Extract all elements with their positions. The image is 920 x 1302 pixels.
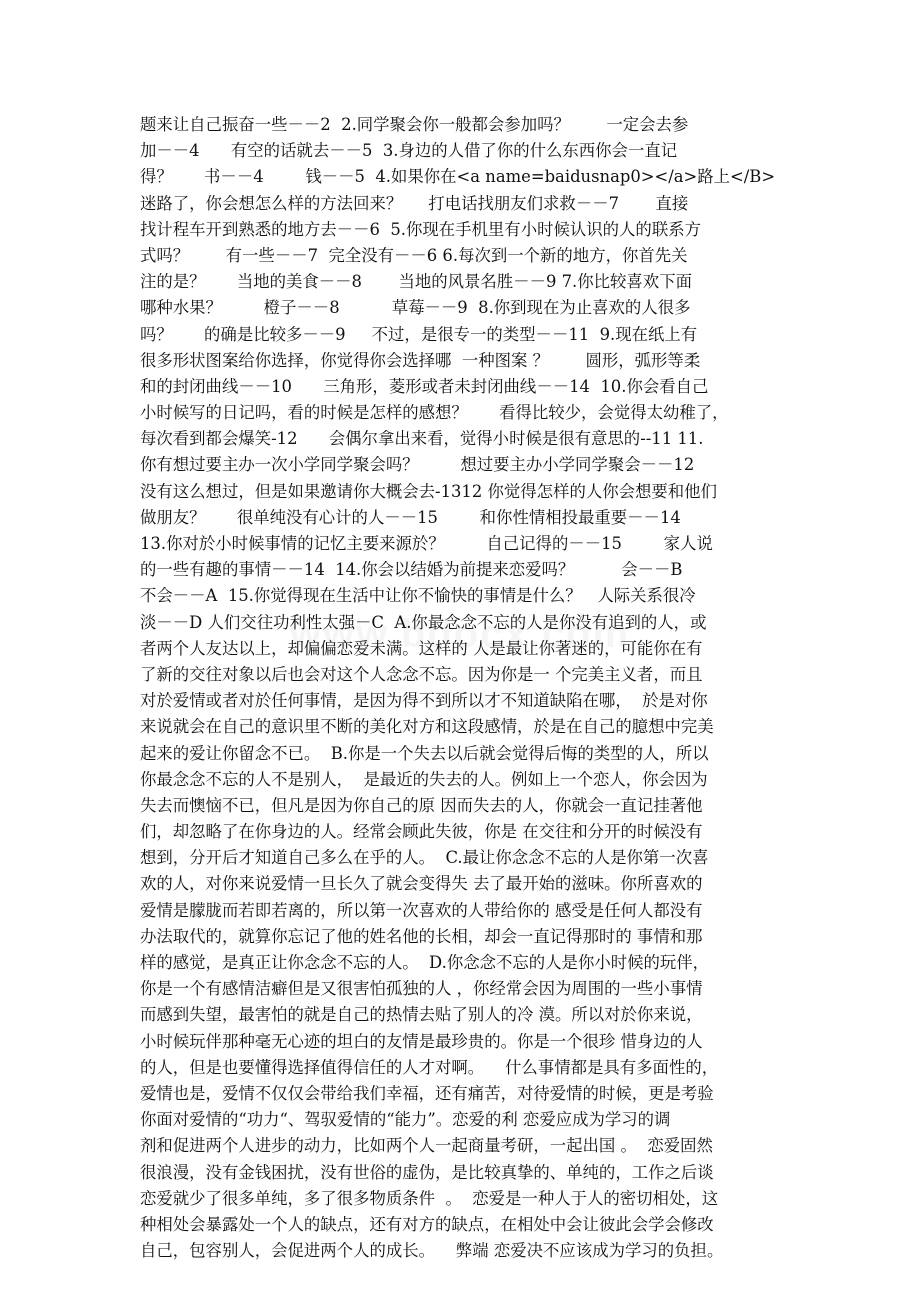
text-line: 爱情是朦胧而若即若离的，所以第一次喜欢的人带给你的 感受是任何人都没有 [140, 900, 703, 920]
text-line: 失去而懊恼不已，但凡是因为你自己的原 因而失去的人，你就会一直记挂著他 [140, 795, 703, 815]
text-line: 题来让自己振奋一些－－2 2.同学聚会你一般都会参加吗？ 一定会去参 [140, 115, 689, 134]
text-line: 自己，包容别人，会促进两个人的成长。 弊端 恋爱决不应该成为学习的负担。 [140, 1241, 724, 1261]
text-line: 不会－－A 15.你觉得现在生活中让你不愉快的事情是什么？ 人际关系很冷 [140, 586, 696, 606]
text-line: 注的是？ 当地的美食－－8 当地的风景名胜－－9 7.你比较喜欢下面 [140, 272, 692, 292]
text-line: 很多形状图案给你选择，你觉得你会选择哪 一种图案 ？ 圆形，弧形等柔 [140, 350, 701, 370]
text-line: 剂和促进两个人进步的动力，比如两个人一起商量考研，一起出国 。 恋爱固然 [140, 1136, 713, 1156]
text-line: 想到，分开后才知道自己多么在乎的人。 C.最让你念念不忘的人是你第一次喜 [140, 848, 709, 868]
text-line: 迷路了，你会想怎么样的方法回来？ 打电话找朋友们求救－－7 直接 [140, 193, 689, 213]
text-line: 恋爱就少了很多单纯，多了很多物质条件 。 恋爱是一种人于人的密切相处，这 [140, 1188, 719, 1208]
text-line: 们，却忽略了在你身边的人。经常会顾此失彼，你是 在交往和分开的时候没有 [140, 822, 703, 842]
text-line: 你有想过要主办一次小学同学聚会吗？ 想过要主办小学同学聚会－－12 [140, 455, 695, 475]
text-line: 13.你对於小时候事情的记忆主要来源於？ 自己记得的－－15 家人说 [140, 534, 713, 553]
text-line: 很浪漫，没有金钱困扰，没有世俗的虚伪，是比较真挚的、单纯的，工作之后谈 [140, 1162, 714, 1182]
text-line: 没有这么想过，但是如果邀请你大概会去-1312 你觉得怎样的人你会想要和他们 [140, 481, 717, 501]
text-line: 办法取代的，就算你忘记了他的姓名他的长相，却会一直记得那时的 事情和那 [140, 926, 703, 946]
text-line: 小时候玩伴那种毫无心迹的坦白的友情是最珍贵的。你是一个很珍 惜身边的人 [140, 1031, 703, 1051]
text-line: 者两个人友达以上，却偏偏恋爱未满。这样的 人是最让你著迷的，可能你在有 [140, 638, 703, 658]
text-line: 你是一个有感情洁癖但是又很害怕孤独的人 ，你经常会因为周围的一些小事情 [140, 979, 703, 999]
text-line: 哪种水果？ 橙子－－8 草莓－－9 8.你到现在为止喜欢的人很多 [140, 298, 691, 318]
text-line: 欢的人，对你来说爱情一旦长久了就会变得失 去了最开始的滋味。你所喜欢的 [140, 874, 703, 894]
text-line: 吗？ 的确是比较多－－9 不过，是很专一的类型－－11 9.现在纸上有 [140, 324, 698, 344]
text-line: 的人，但是也要懂得选择值得信任的人才对啊。 什么事情都是具有多面性的， [140, 1057, 719, 1077]
text-line: 做朋友？ 很单纯没有心计的人－－15 和你性情相投最重要－－14 [140, 507, 681, 527]
text-line: 种相处会暴露处一个人的缺点，还有对方的缺点，在相处中会让彼此会学会修改 [140, 1214, 714, 1234]
text-line: 的一些有趣的事情－－14 14.你会以结婚为前提来恋爱吗？ 会－－B [140, 560, 683, 580]
text-line: 找计程车开到熟悉的地方去－－6 5.你现在手机里有小时候认识的人的联系方 [140, 219, 701, 239]
text-line: 每次看到都会爆笑-12 会偶尔拿出来看，觉得小时候是很有意思的--11 11. [140, 429, 704, 449]
document-body [140, 112, 800, 1264]
text-line: 和的封闭曲线－－10 三角形，菱形或者未封闭曲线－－14 10.你会看自己 [140, 376, 709, 396]
text-line: 淡－－D 人们交往功利性太强－C A.你最念念不忘的人是你没有追到的人，或 [140, 612, 707, 632]
text-line: 起来的爱让你留念不已。 B.你是一个失去以后就会觉得后悔的类型的人，所以 [140, 743, 709, 763]
text-line: 得？ 书－－4 钱－－5 4.如果你在<a name=baidusnap0></a>路上</B> [140, 167, 776, 187]
text-line: 而感到失望，最害怕的就是自己的热情去贴了别人的冷 漠。所以对於你来说， [140, 1005, 703, 1025]
text-line: 你最念念不忘的人不是别人， 是最近的失去的人。例如上一个恋人，你会因为 [140, 769, 708, 789]
text-line: 来说就会在自己的意识里不断的美化对方和这段感情，於是在自己的臆想中完美 [140, 717, 714, 737]
text-line: 小时候写的日记吗，看的时候是怎样的感想？ 看得比较少，会觉得太幼稚了， [140, 403, 729, 423]
text-line: 爱情也是，爱情不仅仅会带给我们幸福，还有痛苦，对待爱情的时候，更是考验 [140, 1083, 714, 1103]
text-line: 了新的交往对象以后也会对这个人念念不忘。因为你是一 个完美主义者，而且 [140, 664, 703, 684]
text-line: 样的感觉，是真正让你念念不忘的人。 D.你念念不忘的人是你小时候的玩伴， [140, 953, 710, 972]
text-line: 式吗？ 有一些－－7 完全没有－－6 6.每次到一个新的地方，你首先关 [140, 245, 688, 265]
text-line: 你面对爱情的“功力“、驾驭爱情的“能力”。恋爱的利 恋爱应成为学习的调 [140, 1110, 671, 1130]
text-line: 加－－4 有空的话就去－－5 3.身边的人借了你的什么东西你会一直记 [140, 141, 678, 161]
text-line: 对於爱情或者对於任何事情，是因为得不到所以才不知道缺陷在哪， 於是对你 [140, 691, 708, 711]
